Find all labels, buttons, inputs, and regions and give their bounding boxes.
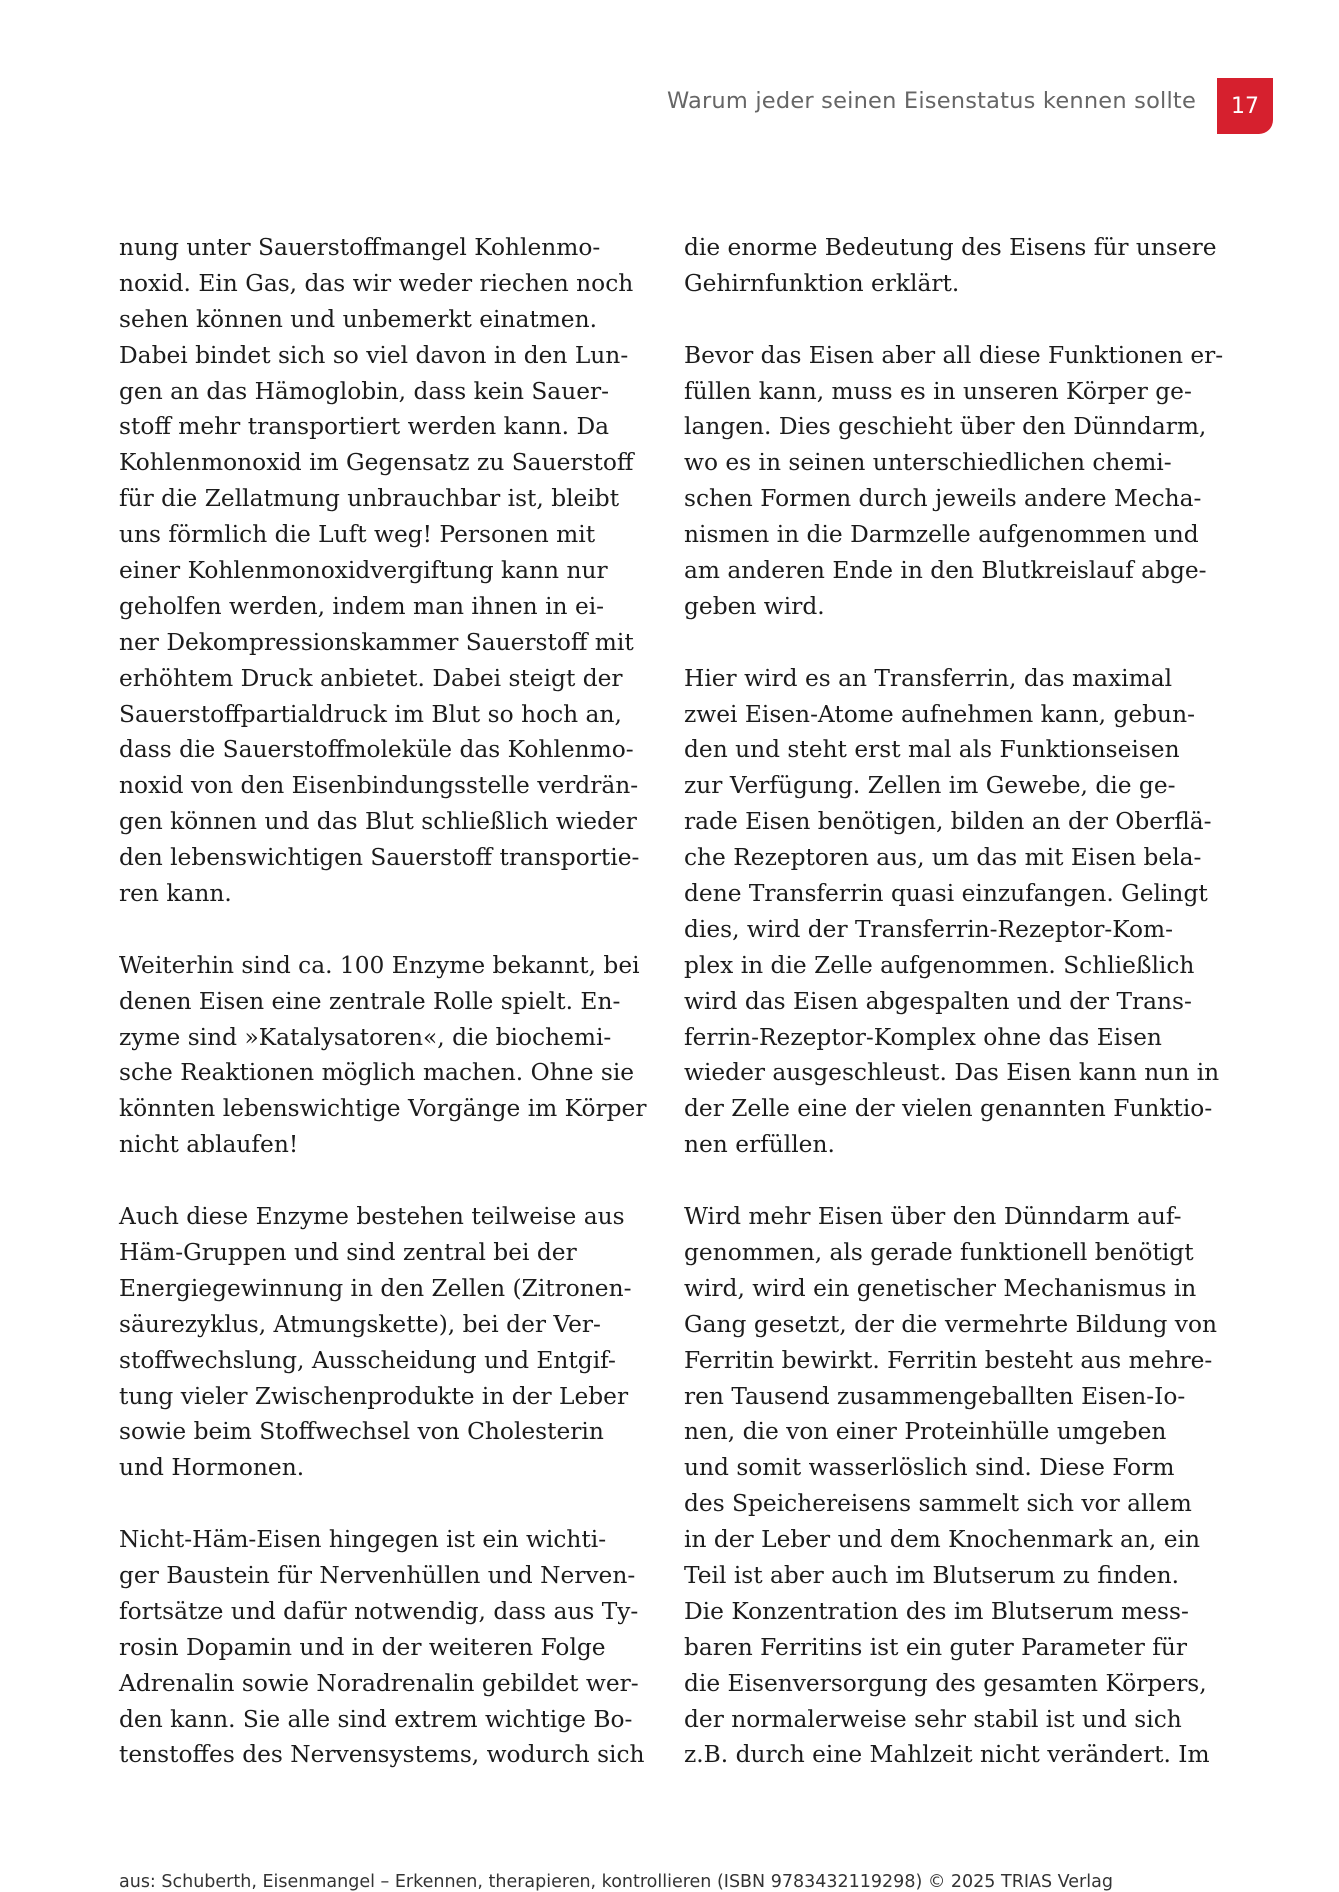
text-line: wird, wird ein genetischer Mechanismus in [684, 1274, 1197, 1302]
text-line: z.B. durch eine Mahlzeit nicht verändert. Im [684, 1741, 1210, 1769]
text-line: uns förmlich die Luft weg! Personen mit [119, 521, 596, 549]
text-line: tenstoffes des Nervensystems, wodurch sich [119, 1741, 645, 1769]
text-line: ferrin-Rezeptor-Komplex ohne das Eisen [684, 1023, 1162, 1051]
text-line: in der Leber und dem Knochenmark an, ein [684, 1526, 1200, 1554]
paragraph [119, 1522, 645, 1773]
text-line: einer Kohlenmonoxidvergiftung kann nur [119, 557, 608, 585]
text-line: Weiterhin sind ca. 100 Enzyme bekannt, bei [119, 951, 640, 979]
text-line: rosin Dopamin und in der weiteren Folge [119, 1633, 606, 1661]
text-line: Sauerstoffpartialdruck im Blut so hoch an, [119, 700, 622, 728]
paragraph-gap [119, 1163, 629, 1199]
text-line: die enorme Bedeutung des Eisens für unsere [684, 234, 1217, 261]
text-line: sehen können und unbemerkt einatmen. [119, 305, 598, 333]
text-line: säurezyklus, Atmungskette), bei der Ver- [119, 1310, 601, 1338]
text-line: wird das Eisen abgespalten und der Trans- [684, 987, 1192, 1015]
paragraph [684, 661, 1220, 1163]
right-text-column [684, 230, 1224, 1773]
text-line: nen erfüllen. [684, 1131, 835, 1159]
paragraph [119, 230, 640, 912]
text-line: ger Baustein für Nervenhüllen und Nerven- [119, 1561, 636, 1589]
text-line: Energiegewinnung in den Zellen (Zitronen- [119, 1274, 632, 1302]
text-line: fortsätze und dafür notwendig, dass aus Ty- [119, 1597, 639, 1625]
paragraph-gap [684, 625, 1194, 661]
text-line: stoffwechslung, Ausscheidung und Entgif- [119, 1346, 616, 1374]
text-line: den kann. Sie alle sind extrem wichtige Bo- [119, 1705, 633, 1733]
text-line: Nicht-Häm-Eisen hingegen ist ein wichti- [119, 1526, 607, 1554]
text-line: sche Reaktionen möglich machen. Ohne sie [119, 1059, 635, 1087]
text-line: und Hormonen. [119, 1454, 305, 1482]
text-line: Gehirnfunktion erklärt. [684, 269, 960, 297]
text-line: Häm-Gruppen und sind zentral bei der [119, 1238, 577, 1266]
paragraph-gap [684, 1163, 1194, 1199]
text-line: noxid von den Eisenbindungsstelle verdrän- [119, 772, 639, 800]
text-line: wo es in seinen unterschiedlichen chemi- [684, 449, 1172, 477]
text-line: ner Dekompressionskammer Sauerstoff mit [119, 628, 634, 656]
text-line: dene Transferrin quasi einzufangen. Gelingt [684, 880, 1208, 908]
text-line: Dabei bindet sich so viel davon in den Lun- [119, 341, 629, 369]
text-line: Auch diese Enzyme bestehen teilweise aus [119, 1203, 625, 1231]
page-number-badge: 17 [1217, 78, 1273, 134]
text-line: baren Ferritins ist ein guter Parameter für [684, 1633, 1188, 1661]
text-line: zyme sind »Katalysatoren«, die biochemi- [119, 1023, 612, 1051]
text-line: Kohlenmonoxid im Gegensatz zu Sauerstoff [119, 449, 634, 477]
text-line: gen an das Hämoglobin, dass kein Sauer- [119, 377, 609, 405]
paragraph-gap [119, 1486, 629, 1522]
text-line: stoff mehr transportiert werden kann. Da [119, 413, 610, 441]
text-line: gen können und das Blut schließlich wieder [119, 808, 637, 836]
paragraph [119, 948, 647, 1163]
text-line: füllen kann, muss es in unseren Körper ge- [684, 377, 1192, 405]
text-line: Hier wird es an Transferrin, das maximal [684, 664, 1173, 692]
text-line: plex in die Zelle aufgenommen. Schließlich [684, 951, 1195, 979]
paragraph-gap [684, 302, 1194, 338]
text-line: der Zelle eine der vielen genannten Funktio- [684, 1095, 1213, 1123]
text-line: schen Formen durch jeweils andere Mecha- [684, 485, 1202, 513]
text-line: des Speichereisens sammelt sich vor allem [684, 1490, 1192, 1518]
text-line: geben wird. [684, 592, 825, 620]
paragraph [684, 230, 1217, 302]
text-line: nung unter Sauerstoffmangel Kohlenmo- [119, 234, 601, 261]
text-line: Ferritin bewirkt. Ferritin besteht aus mehre- [684, 1346, 1213, 1374]
text-line: den lebenswichtigen Sauerstoff transportie- [119, 844, 640, 872]
text-line: Die Konzentration des im Blutserum mess- [684, 1597, 1189, 1625]
text-line: geholfen werden, indem man ihnen in ei- [119, 592, 605, 620]
text-line: ren kann. [119, 880, 232, 908]
text-line: denen Eisen eine zentrale Rolle spielt. En- [119, 987, 621, 1015]
text-line: che Rezeptoren aus, um das mit Eisen bela- [684, 844, 1202, 872]
text-line: dies, wird der Transferrin-Rezeptor-Kom- [684, 915, 1174, 943]
text-line: der normalerweise sehr stabil ist und sich [684, 1705, 1182, 1733]
paragraph [684, 338, 1224, 625]
text-line: rade Eisen benötigen, bilden an der Oberflä- [684, 808, 1212, 836]
text-line: Teil ist aber auch im Blutserum zu finden. [684, 1561, 1180, 1589]
chapter-title: Warum jeder seinen Eisenstatus kennen sollte [666, 88, 1196, 114]
source-citation: aus: Schuberth, Eisenmangel – Erkennen, therapieren, kontrollieren (ISBN 9783432119298) © 2025 TRIAS Verlag [119, 1872, 1113, 1892]
text-line: dass die Sauerstoffmoleküle das Kohlenmo- [119, 736, 634, 764]
text-line: genommen, als gerade funktionell benötigt [684, 1238, 1194, 1266]
left-text-column [119, 230, 647, 1773]
running-header [0, 78, 1339, 138]
text-line: Bevor das Eisen aber all diese Funktionen er- [684, 341, 1224, 369]
paragraph [119, 1199, 632, 1486]
text-line: Adrenalin sowie Noradrenalin gebildet wer- [119, 1669, 639, 1697]
text-line: und somit wasserlöslich sind. Diese Form [684, 1454, 1175, 1482]
paragraph [684, 1199, 1217, 1773]
text-line: zwei Eisen-Atome aufnehmen kann, gebun- [684, 700, 1195, 728]
text-line: tung vieler Zwischenprodukte in der Leber [119, 1382, 629, 1410]
paragraph-gap [119, 912, 629, 948]
text-line: Wird mehr Eisen über den Dünndarm auf- [684, 1203, 1182, 1231]
text-line: nicht ablaufen! [119, 1131, 299, 1159]
text-line: erhöhtem Druck anbietet. Dabei steigt der [119, 664, 623, 692]
text-line: langen. Dies geschieht über den Dünndarm, [684, 413, 1207, 441]
text-line: für die Zellatmung unbrauchbar ist, bleibt [119, 485, 620, 513]
text-line: zur Verfügung. Zellen im Gewebe, die ge- [684, 772, 1176, 800]
text-line: die Eisenversorgung des gesamten Körpers, [684, 1669, 1207, 1697]
text-line: noxid. Ein Gas, das wir weder riechen noch [119, 269, 634, 297]
text-line: nismen in die Darmzelle aufgenommen und [684, 521, 1199, 549]
text-line: wieder ausgeschleust. Das Eisen kann nun in [684, 1059, 1220, 1087]
text-line: nen, die von einer Proteinhülle umgeben [684, 1418, 1167, 1446]
text-line: den und steht erst mal als Funktionseisen [684, 736, 1180, 764]
text-line: sowie beim Stoffwechsel von Cholesterin [119, 1418, 604, 1446]
text-line: am anderen Ende in den Blutkreislauf abge- [684, 557, 1207, 585]
text-line: ren Tausend zusammengeballten Eisen-Io- [684, 1382, 1186, 1410]
text-line: könnten lebenswichtige Vorgänge im Körper [119, 1095, 647, 1123]
text-line: Gang gesetzt, der die vermehrte Bildung von [684, 1310, 1217, 1338]
